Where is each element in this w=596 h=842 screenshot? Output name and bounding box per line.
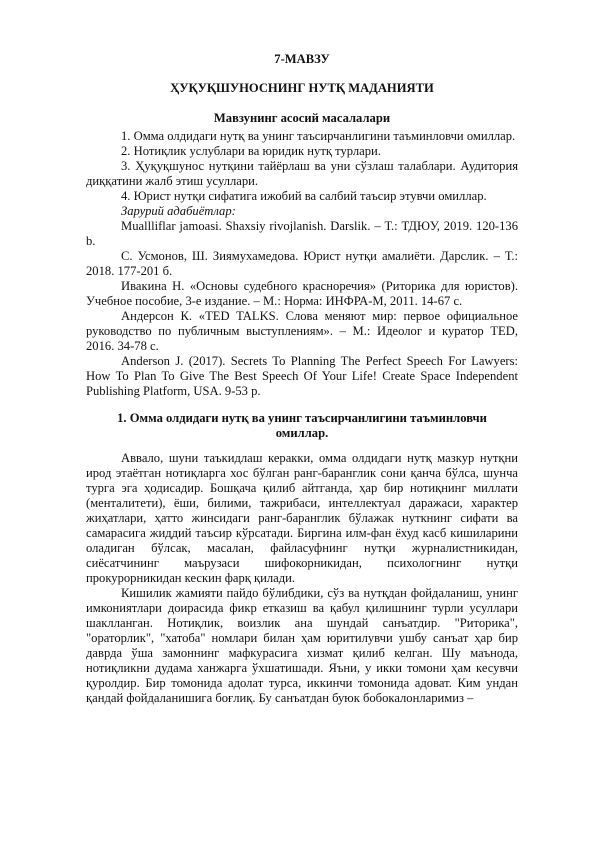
literature-item: Ивакина Н. «Основы судебного красноречия» (Риторика для юристов). Учебное пособие, 3-е издание. – М.: Норма: ИНФРА-М, 2011. 14-67 с.	[86, 279, 518, 308]
section-heading: 1. Омма олдидаги нутқ ва унинг таъсирчанлигини таъминловчи омиллар.	[117, 411, 487, 440]
literature-item: С. Усмонов, Ш. Зиямухамедова. Юрист нутқи амалиёти. Дарслик. – Т.: 2018. 177-201 б.	[86, 249, 518, 278]
issue-item: 2. Нотиқлик услублари ва юридик нутқ турлари.	[121, 144, 381, 158]
body-paragraph: Аввало, шуни таъкидлаш керакки, омма олдидаги нутқ мазкур нутқни ирод этаётган нотиқларга хос бўлган ранг-баранглик сони қанча бўлса, шунча турга эга ҳодисадир. Бошқача қилиб айтганда, ҳар бир нотиқнинг миллати (менталитети), ёши, билими, тажрибаси, интеллектуал даражаси, характер жиҳатлари, ҳатто жинсидаги ранг-баранглик бўлажак нуткнинг сифати ва самарасига жиддий таъсир кўрсатади. Биргина илм-фан ёхуд касб кишиларини оладиган бўлсак, масалан, файласуфнинг нутқи журналистникидан, сиёсатчининг маърузаси шифокорникидан, психологнинг нутқи прокурорникидан кескин фарқ қилади.	[86, 451, 518, 585]
issues-subtitle: Мавзунинг асосий масалалари	[213, 111, 391, 125]
literature-heading: Зарурий адабиётлар:	[121, 204, 236, 218]
issue-item: 4. Юрист нутқи сифатига ижобий ва салбий таъсир этувчи омиллар.	[121, 189, 487, 203]
issue-item: 3. Ҳуқуқшунос нутқини тайёрлаш ва уни сўзлаш талаблари. Аудитория диққатини жалб этиш усуллари.	[86, 159, 518, 188]
body-text	[86, 451, 518, 706]
issues-list	[86, 129, 518, 204]
literature-item: Anderson J. (2017). Secrets To Planning The Perfect Speech For Lawyers: How To Plan To Give The Best Speech Of Your Life! Create Space Independent Publishing Platform, USA. 9-53 p.	[86, 354, 518, 398]
body-paragraph: Кишилик жамияти пайдо бўлибдики, сўз ва нутқдан фойдаланиш, унинг имкониятлари доирасида фикр етказиш ва қабул қилишнинг турли усуллари шаклланган. Нотиқлик, воизлик ана шундай санъатдир. "Риторика", "ораторлик", "хатоба" номлари билан ҳам юритилувчи ушбу санъат ҳар бир даврда ўша замоннинг мафкурасига хизмат қилиб келган. Шу маънода, нотиқликни дудама ханжарга ўхшатишади. Яъни, у икки томони ҳам кесувчи қуролдир. Бир томонида адолат турса, иккинчи томонида адоват. Ким ундан қандай фойдаланишига боғлиқ. Бу санъатдан буюк бобокалонларимиз –	[86, 586, 518, 705]
topic-heading: 7-МАВЗУ	[274, 52, 330, 66]
literature-item: Muallliflar jamoasi. Shaxsiy rivojlanish. Darslik. – Т.: ТДЮУ, 2019. 120-136 b.	[86, 219, 518, 248]
literature-item: Андерсон К. «TED TALKS. Слова меняют мир: первое официальное руководство по публичным выступлениям». – М.: Идеолог и куратор TED, 2016. 34-78 с.	[86, 309, 518, 353]
issue-item: 1. Омма олдидаги нутқ ва унинг таъсирчанлигини таъминловчи омиллар.	[121, 129, 516, 143]
literature-list	[86, 219, 518, 399]
document-page	[86, 52, 518, 706]
page-title: ҲУҚУҚШУНОСНИНГ НУТҚ МАДАНИЯТИ	[170, 81, 434, 95]
